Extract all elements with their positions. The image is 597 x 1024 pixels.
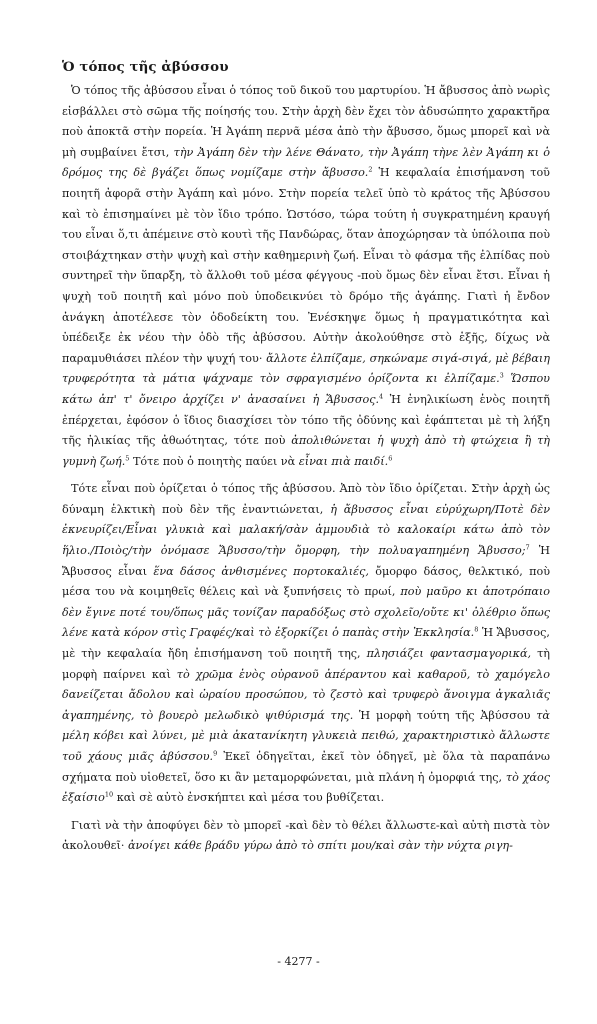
quoted-verse: εἶναι πιὰ παιδί. <box>298 454 389 468</box>
paragraph-3 <box>62 816 550 857</box>
text-run: ὄμορφο δάσος, θελκτικό, ποὺ μέσα του νὰ κοιμηθεῖς θέλεις καὶ νὰ ξυπνήσεις τὸ πρωί, <box>62 564 550 599</box>
paragraph-1 <box>62 81 550 472</box>
text-run: Τότε ποὺ ὁ ποιητὴς παύει νὰ <box>129 454 299 468</box>
footnote-ref: 8 <box>474 625 479 634</box>
quoted-verse: τὸ βουερὸ μελωδικὸ ψιθύρισμά της. <box>140 708 354 722</box>
quoted-verse: ἀνοίγει κάθε βράδυ γύρω ἀπὸ τὸ σπίτι μου/καὶ σὰν τὴν νύχτα ριγη- <box>127 839 513 853</box>
quoted-verse: τὰ μέλη κόβει καὶ λύνει, μὲ μιὰ ἀκατανίκητη γλυκειὰ πειθώ, χαρακτηριστικὸ ἄλλωστε τοῦ χάους μιᾶς ἀβύσσου. <box>62 708 550 763</box>
page-number: - 4277 - <box>277 955 320 968</box>
footnote-ref: 10 <box>104 790 114 799</box>
paragraph-2 <box>62 479 550 809</box>
document-body <box>62 58 550 864</box>
quoted-verse: ἕνα δάσος ἀνθισμένες πορτοκαλιές, <box>153 564 369 578</box>
footnote-ref: 6 <box>388 453 393 462</box>
quoted-verse: τὴν Ἀγάπη δὲν τὴν λένε Θάνατο, τὴν Ἀγάπη τὴνε λὲν Ἀγάπη κι ὁ δρόμος της δὲ βγάζει ὅπως νομίζαμε στὴν ἄβυσσο. <box>62 145 550 180</box>
quoted-verse: τὸ χαμόγελο δανείζεται ἄδολου καὶ ὡραίου προσώπου, <box>62 667 551 702</box>
text-run: Ὁ τόπος τῆς ἀβύσσου εἶναι ὁ τόπος τοῦ δικοῦ του μαρτυρίου. Ἡ ἄβυσσος ἀπὸ νωρὶς εἰσβάλλει στὸ σῶμα τῆς ποίησής του. Στὴν ἀρχὴ δὲν ἔχει τὸν ἀδυσώπητο χαρακτῆρα ποὺ ἀποκτᾶ στὴν πορεία. Ἡ Ἀγάπη περνᾶ μέσα ἀπὸ τὴν ἄβυσσο, ὅμως μπορεῖ καὶ νὰ μὴ συμβαίνει ἔτσι, <box>62 84 550 159</box>
text-run: τὴ μορφὴ παίρνει καὶ <box>62 647 550 681</box>
quoted-verse: Ὥσπου κάτω ἀπ' τ' ὄνειρο ἀρχίζει ν' ἀνασαίνει ἡ Ἄβυσσος. <box>62 372 550 406</box>
text-run: Ἡ Ἄβυσσος, μὲ τὴν κεφαλαία ἤδη ἐπισήμανση τοῦ ποιητῆ της, <box>62 626 550 661</box>
quoted-verse: ἡ ἄβυσσος εἶναι εὐρύχωρη/Ποτὲ δὲν ἐκνευρίζει/Εἶναι γλυκιὰ καὶ μαλακή/σὰν ἀμμουδιὰ τὸ καλοκαίρι κάτω ἀπὸ τὸν ἥλιο./Ποιὸς/τὴν ὀνόμασε Ἄβυσσο/τὴν ὄμορφη, τὴν πολυαγαπημένη Ἄβυσσο; <box>62 502 550 558</box>
text-run: Τότε εἶναι ποὺ ὁρίζεται ὁ τόπος τῆς ἀβύσσου. Ἀπὸ τὸν ἴδιο ὁρίζεται. Στὴν ἀρχὴ ὡς δύναμη ἑλκτικὴ ποὺ δὲν τῆς ἐναντιώνεται, <box>62 482 550 516</box>
footnote-ref: 5 <box>125 453 130 462</box>
text-run <box>504 372 511 385</box>
quoted-verse: ἀπολιθώνεται ἡ ψυχὴ ἀπὸ τὴ φτώχεια ἢ τὴ γυμνὴ ζωή. <box>62 434 550 468</box>
text-run: Ἡ ἐνηλικίωση ἑνὸς ποιητῆ ἐπέρχεται, ἐφόσον ὁ ἴδιος διασχίσει τὸν τόπο τῆς ὀδύνης καὶ ἐφάπτεται μὲ τὴ λήξη τῆς ἡλικίας τῆς ἀθωότητας, τότε ποὺ <box>62 392 550 448</box>
quoted-verse: τὸ ζεστὸ καὶ τρυφερὸ ἄνοιγμα ἀγκαλιᾶς ἀγαπημένης, <box>62 688 550 722</box>
text-run: Ἡ μορφὴ τούτη τῆς Ἀβύσσου <box>353 708 537 722</box>
text-run: Ἡ Ἄβυσσος εἶναι <box>62 544 550 578</box>
quoted-verse: τὸ χρῶμα ἑνὸς οὐρανοῦ ἀπέραντου καὶ καθαροῦ, <box>176 667 471 681</box>
footnote-ref: 9 <box>213 749 218 758</box>
quoted-verse: ἄλλοτε ἐλπίζαμε, σηκώναμε σιγά-σιγά, μὲ βέβαιη τρυφερότητα τὰ μάτια ψάχναμε τὸν σφραγισμένο ὁρίζοντα κι ἐλπίζαμε. <box>62 351 550 386</box>
section-title: Ὁ τόπος τῆς ἀβύσσου <box>62 59 229 75</box>
footnote-ref: 7 <box>525 543 530 552</box>
footnote-ref: 4 <box>379 392 384 401</box>
footnote-ref: 3 <box>499 371 504 380</box>
text-run: Ἡ κεφαλαία ἐπισήμανση τοῦ ποιητῆ ἀφορᾶ στὴν Ἀγάπη καὶ μόνο. Στὴν πορεία τελεῖ ὑπὸ τὸ κράτος τῆς Ἀβύσσου καὶ τὸ ἐπισημαίνει μὲ τὸν ἴδιο τρόπο. Ὡστόσο, τώρα τούτη ἡ συγκρατημένη κραυγή του εἶναι ὅ,τι ἀπέμεινε στὸ κουτὶ τῆς Πανδώρας, ὅταν ἀποχώρησαν τὰ ὑπόλοιπα ποὺ στοιβάχτηκαν στὴν ψυχὴ καὶ στὴν καθημερινὴ ζωή. Εἶναι τὸ φάσμα τῆς ἐλπίδας ποὺ συντηρεῖ τὴν ὕπαρξη, τὸ ἄλλοθι τοῦ μέσα φέγγους -ποὺ ὅμως δὲν εἶναι ἔτσι. Εἶναι ἡ ψυχὴ τοῦ ποιητῆ καὶ μόνο ποὺ ὑποδεικνύει τὸ δρόμο τῆς ἀγάπης. Γιατὶ ἡ ἔνδον ἀνάγκη ἀποτέλεσε τὸν ὁδοδείκτη του. Ἐνέσκηψε ὅμως ἡ πραγματικότητα καὶ ὑπέδειξε ἐκ νέου τὴν ὁδὸ τῆς ἀβύσσου. Αὐτὴν ἀκολούθησε στὸ ἑξῆς, δίχως νὰ παραμυθιάσει πλέον τὴν ψυχή του· <box>62 166 550 365</box>
text-run: Ἐκεῖ ὁδηγεῖται, ἐκεῖ τὸν ὁδηγεῖ, μὲ ὅλα τὰ παραπάνω σχήματα ποὺ υἱοθετεῖ, ὅσο κι ἂν μεταμορφώνεται, μιὰ πλάνη ἡ ὀμορφιά της, <box>62 750 550 784</box>
quoted-verse: τὸ χάος ἐξαίσιο <box>62 770 550 805</box>
quoted-verse: ποὺ μαῦρο κι ἀποτρόπαιο δὲν ἔγινε ποτέ του/ὅπως μᾶς τονίζαν παραδόξως στὸ σχολεῖο/οὔτε κι' ὀλέθριο ὅπως λένε κατὰ κόρον στὶς Γραφές/καὶ τὸ ἐξορκίζει ὁ παπὰς στὴν Ἐκκλησία. <box>62 585 550 640</box>
footnote-ref: 2 <box>368 165 373 174</box>
text-run: καὶ σὲ αὐτὸ ἐνσκήπτει καὶ μέσα του βυθίζεται. <box>113 791 385 805</box>
quoted-verse: πλησιάζει φαντασμαγορικά, <box>366 647 532 661</box>
text-run: Γιατὶ νὰ τὴν ἀποφύγει δὲν τὸ μπορεῖ -καὶ δὲν τὸ θέλει ἄλλωστε-καὶ αὐτὴ πιστὰ τὸν ἀκολουθεῖ· <box>62 818 550 853</box>
